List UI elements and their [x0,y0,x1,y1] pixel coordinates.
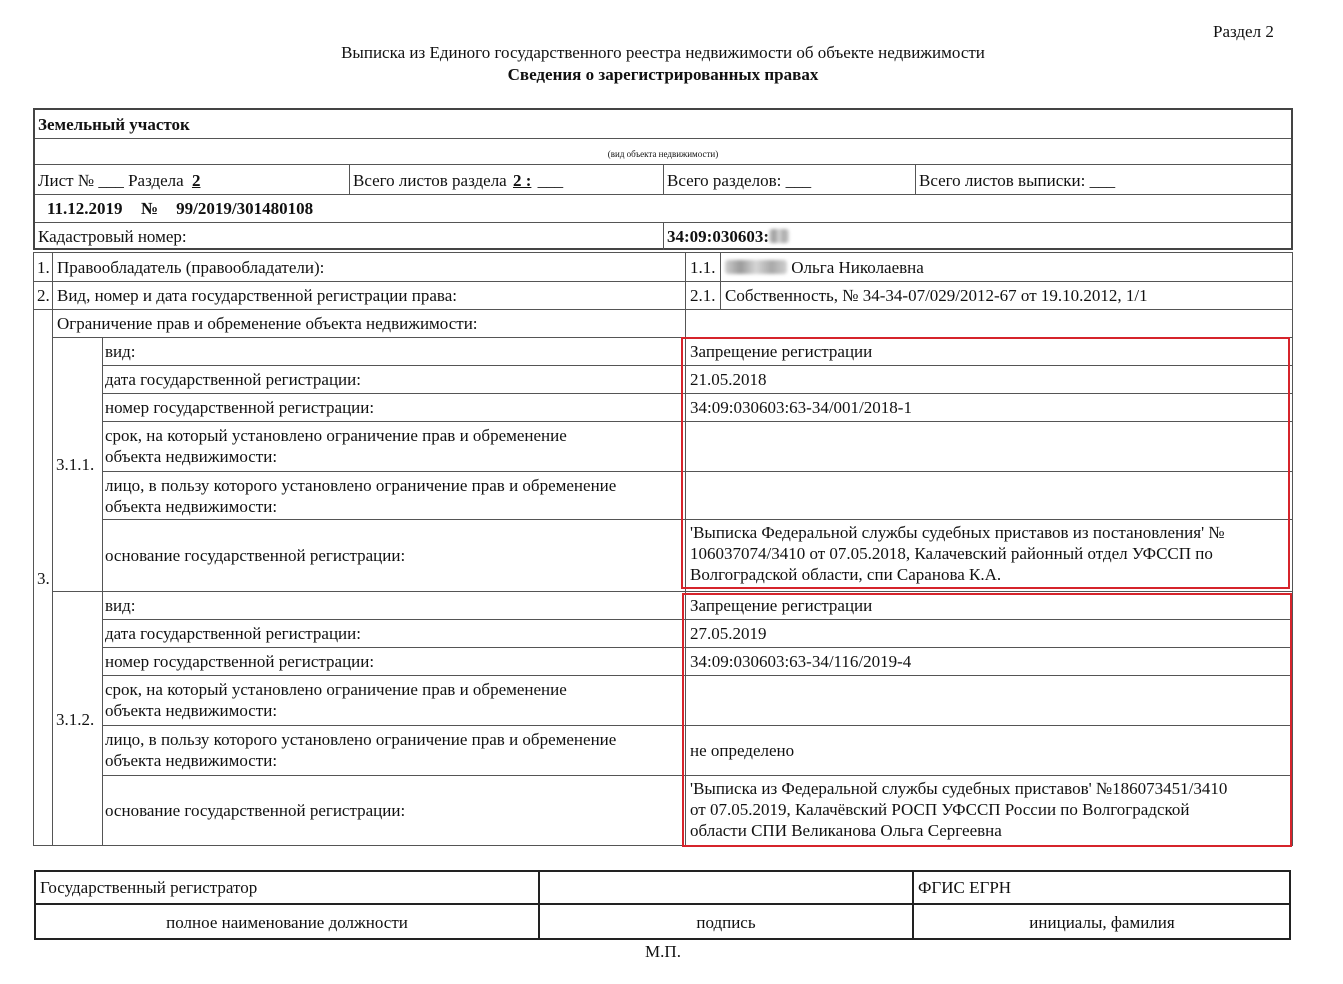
right-registration-value: Собственность, № 34-34-07/029/2012-67 от 19.10.2012, 1/1 [725,286,1148,305]
enc2-number-value: 34:09:030603:63-34/116/2019-4 [690,652,912,671]
signature-table [34,870,1291,940]
stamp-place: М.П. [645,942,681,961]
object-type: Земельный участок [38,115,190,134]
signature-caption: подпись [696,913,756,932]
enc2-vid-value: Запрещение регистрации [690,596,873,615]
position-caption: полное наименование должности [166,913,408,932]
enc1-basis-label: основание государственной регистрации: [105,546,406,565]
total-sheets-section: Всего листов раздела 2 : ___ [353,171,564,190]
enc1-date-value: 21.05.2018 [690,370,767,389]
enc1-vid-value: Запрещение регистрации [690,342,873,361]
enc1-basis-value: 'Выписка Федеральной службы судебных приставов из постановления' № 106037074/3410 от 07.05.2018, Калачевский районный отдел УФССП по Волгоградской области, спи Саранова К.А. [690,523,1225,584]
enc1-date-label: дата государственной регистрации: [105,370,361,389]
enc2-person-value: не определено [690,741,795,760]
rights-holder-subnumber: 1.1. [690,258,716,277]
row-1-number: 1. [37,258,50,277]
enc2-number-label: номер государственной регистрации: [105,652,375,671]
rights-holder-value: Ольга Николаевна [725,257,924,278]
total-sheets-extract: Всего листов выписки: ___ [919,171,1116,190]
highlight-encumbrance-1 [681,337,1290,589]
row-2-number: 2. [37,286,50,305]
right-registration-subnumber: 2.1. [690,286,716,305]
section-label: Раздел 2 [1213,22,1274,41]
enc1-vid-label: вид: [105,342,136,361]
enc1-number-value: 34:09:030603:63-34/001/2018-1 [690,398,912,417]
extract-date-number: 11.12.2019 № 99/2019/301480108 [47,199,314,218]
enc2-date-label: дата государственной регистрации: [105,624,361,643]
rights-holder-label: Правообладатель (правообладатели): [57,258,325,277]
object-header-table [33,108,1293,250]
right-registration-label: Вид, номер и дата государственной регистрации права: [57,286,457,305]
row-3-number: 3. [37,569,50,588]
registrar-position: Государственный регистратор [40,878,258,897]
enc2-term-label: срок, на который установлено ограничение прав и обременение объекта недвижимости: [105,680,567,720]
sheet-number: Лист № ___ Раздела 2 [38,171,201,190]
name-caption: инициалы, фамилия [1029,913,1175,932]
document-subtitle: Сведения о зарегистрированных правах [507,65,819,84]
enc2-vid-label: вид: [105,596,136,615]
cadastral-label: Кадастровый номер: [38,227,187,246]
enc2-basis-label: основание государственной регистрации: [105,801,406,820]
object-type-caption: (вид объекта недвижимости) [607,149,719,159]
enc1-term-label: срок, на который установлено ограничение прав и обременение объекта недвижимости: [105,426,567,466]
encumbrance-2-number: 3.1.2. [56,710,95,729]
enc1-person-label: лицо, в пользу которого установлено ограничение прав и обременение объекта недвижимости: [105,476,617,516]
enc2-basis-value: 'Выписка из Федеральной службы судебных приставов' №186073451/3410 от 07.05.2019, Калачёвский РОСП УФССП России по Волгоградской области СПИ Великанова Ольга Сергеевна [690,779,1228,840]
encumbrance-1-number: 3.1.1. [56,455,95,474]
rights-table [33,252,1293,846]
enc2-person-label: лицо, в пользу которого установлено ограничение прав и обременение объекта недвижимости: [105,730,617,770]
cadastral-value: 34:09:030603: [667,227,789,247]
total-sections: Всего разделов: ___ [667,171,812,190]
encumbrance-label: Ограничение прав и обременение объекта недвижимости: [57,314,478,333]
enc2-date-value: 27.05.2019 [690,624,767,643]
highlight-encumbrance-2 [682,593,1292,847]
document-title: Выписка из Единого государственного реестра недвижимости об объекте недвижимости [341,43,985,62]
registrar-name: ФГИС ЕГРН [918,878,1012,897]
enc1-number-label: номер государственной регистрации: [105,398,375,417]
